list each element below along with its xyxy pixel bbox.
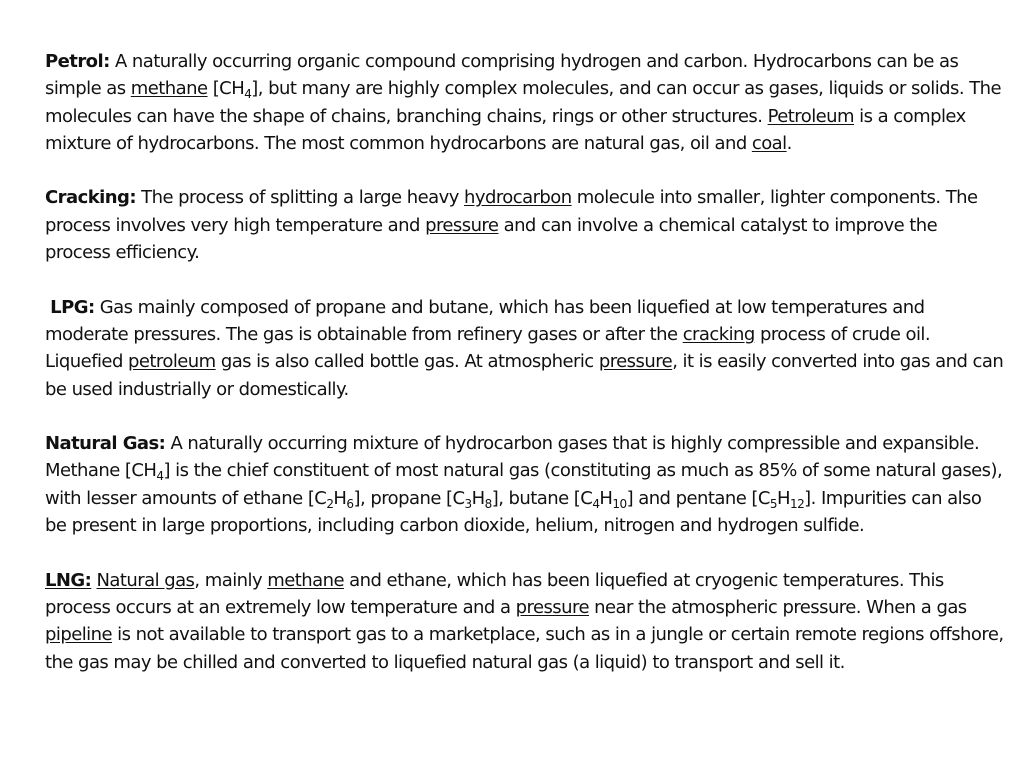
petrol-text: is a complex mixture of hydrocarbons. The most common hydrocarbons are natural gas, oil and — [45, 105, 966, 154]
methane-link[interactable]: methane — [267, 569, 344, 591]
subscript: 3 — [464, 496, 472, 511]
lpg-text: process of crude oil. — [754, 323, 931, 345]
natural-gas-link[interactable]: Natural gas — [96, 569, 195, 591]
cracking-term: Cracking: — [45, 187, 136, 209]
lpg-term: LPG: — [50, 296, 95, 318]
natural-gas-text: H — [471, 487, 485, 509]
petrol-text: ], but many are highly complex molecules, and can occur as gases, liquids or solids. The molecules can have the shape of chains, branching chains, rings or other structures. — [45, 78, 1002, 127]
glossary-body — [45, 48, 1005, 703]
lpg-detail — [45, 348, 1005, 403]
natural-gas-text: ], propane [C — [353, 487, 465, 509]
natural-gas-text: H — [777, 487, 790, 509]
petrol-text: . — [786, 132, 792, 154]
subscript: 4 — [592, 496, 600, 511]
petrol-term: Petrol: — [45, 51, 110, 72]
pressure-link[interactable]: pressure — [598, 351, 673, 373]
lng-text: , mainly — [194, 569, 268, 591]
subscript: 5 — [769, 496, 777, 511]
lng-text: is not available to transport gas to a marketplace, such as in a jungle or certain remote regions offshore, the gas may be chilled and converted to liquefied natural gas (a liquid) to transport and sell it. — [45, 624, 1004, 673]
natural-gas-text: ] and pentane [C — [626, 487, 770, 509]
lpg-text: Gas mainly composed of propane and butane, which has been liquefied at low temperatures and moderate pressures. The gas is obtainable from refinery gases or after the — [45, 296, 925, 345]
petrol-definition — [45, 48, 1005, 157]
natural-gas-definition — [45, 430, 1005, 539]
lpg-detail-text: gas is also called bottle gas. At atmospheric — [215, 351, 599, 373]
subscript: 10 — [612, 496, 627, 511]
natural-gas-text: ], butane [C — [491, 487, 593, 509]
subscript: 8 — [484, 496, 492, 511]
lng-text: and ethane, which has been liquefied at cryogenic temperatures. This process occurs at an extremely low temperature and a — [45, 569, 944, 618]
cracking-definition — [45, 184, 1005, 266]
petrol-text: [CH — [207, 78, 245, 100]
coal-link[interactable]: coal — [751, 132, 787, 154]
cracking-text: The process of splitting a large heavy — [136, 187, 464, 209]
subscript: 12 — [790, 496, 805, 511]
lpg-detail-text: Liquefied — [45, 351, 128, 373]
methane-link[interactable]: methane — [130, 78, 208, 100]
natural-gas-text: H — [599, 487, 613, 509]
subscript: 6 — [346, 496, 354, 511]
lpg-detail-text: , it is easily converted into gas and can be used industrially or domestically. — [45, 351, 1004, 400]
natural-gas-text: H — [333, 487, 347, 509]
lpg-definition — [45, 294, 1005, 349]
petroleum-link[interactable]: petroleum — [128, 351, 216, 373]
lng-definition — [45, 567, 1005, 676]
subscript: 4 — [244, 87, 252, 102]
natural-gas-text: ]. Impurities can also be present in large proportions, including carbon dioxide, helium, nitrogen and hydrogen sulfide. — [45, 487, 982, 537]
pressure-link[interactable]: pressure — [425, 214, 499, 236]
subscript: 2 — [326, 496, 334, 511]
petrol-text: A naturally occurring organic compound comprising hydrogen and carbon. Hydrocarbons can be as simple as — [45, 51, 959, 100]
natural-gas-text: ] is the chief constituent of most natural gas (constituting as much as 85% of some natural gases), with lesser amounts of ethane [C — [45, 460, 1003, 509]
lng-text: near the atmospheric pressure. When a gas — [588, 596, 967, 618]
lng-term[interactable]: LNG: — [45, 569, 92, 591]
cracking-link[interactable]: cracking — [682, 323, 755, 345]
petroleum-link[interactable]: Petroleum — [767, 105, 855, 127]
pipeline-link[interactable]: pipeline — [45, 624, 113, 646]
natural-gas-term: Natural Gas: — [45, 433, 166, 455]
natural-gas-text: A naturally occurring mixture of hydrocarbon gases that is highly compressible and expansible. Methane [CH — [45, 433, 980, 482]
hydrocarbon-link[interactable]: hydrocarbon — [464, 187, 572, 209]
cracking-text: and can involve a chemical catalyst to improve the process efficiency. — [45, 214, 938, 264]
pressure-link[interactable]: pressure — [515, 596, 589, 618]
cracking-text: molecule into smaller, lighter components. The process involves very high temperature and — [45, 187, 978, 236]
subscript: 4 — [156, 469, 164, 484]
